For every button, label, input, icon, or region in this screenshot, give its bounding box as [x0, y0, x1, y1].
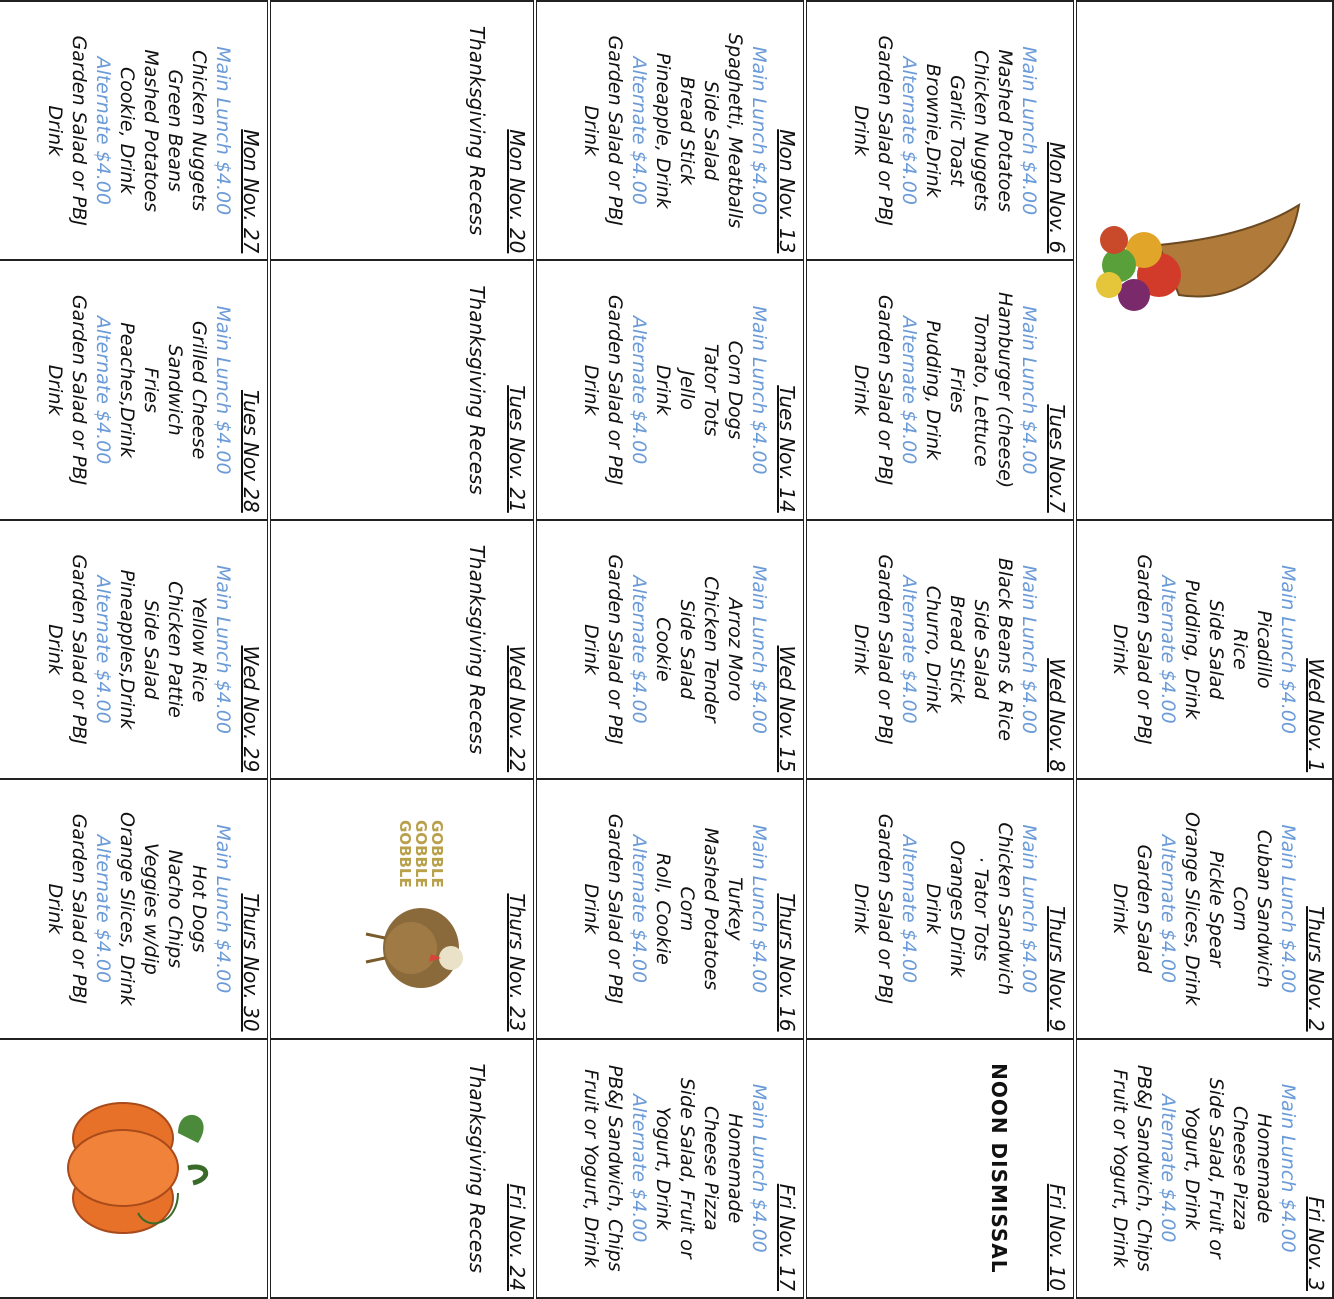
menu-lines [579, 521, 771, 778]
menu-line: PB&J Sandwich, Chips [604, 1064, 626, 1272]
recess-label: Thanksgiving Recess [465, 1063, 489, 1274]
menu-line: Black Beans & Rice [994, 557, 1016, 742]
menu-line: Alternate $4.00 [898, 575, 920, 724]
menu-lines [849, 780, 1041, 1037]
menu-line: Main Lunch $4.00 [1018, 824, 1040, 994]
menu-line: Garden Salad or PBJ [874, 35, 896, 226]
menu-line: PB&J Sandwich, Chips [1133, 1064, 1155, 1272]
menu-line: Alternate $4.00 [1157, 1094, 1179, 1243]
menu-line: Orange Slices, Drink [116, 811, 138, 1006]
day-cell [805, 1039, 1075, 1298]
menu-line: Main Lunch $4.00 [212, 824, 234, 994]
day-date: Fri Nov. 17 [775, 1183, 799, 1291]
menu-line: Tomato, Lettuce [970, 313, 992, 467]
day-date: Fri Nov. 10 [1045, 1183, 1069, 1291]
menu-line: Alternate $4.00 [92, 56, 114, 205]
pumpkin-cell [0, 1039, 269, 1298]
day-cell [1075, 779, 1333, 1038]
menu-line: Main Lunch $4.00 [1277, 824, 1299, 994]
menu-line: Side Salad [140, 599, 162, 700]
day-cell [535, 520, 805, 779]
menu-lines [43, 2, 235, 259]
menu-lines [579, 2, 771, 259]
day-cell [0, 520, 269, 779]
menu-line: Alternate $4.00 [628, 315, 650, 465]
menu-line: Main Lunch $4.00 [1018, 564, 1040, 734]
menu-line: Corn [676, 886, 698, 932]
menu-line: Jello [676, 370, 698, 410]
menu-line: Drink [44, 364, 66, 416]
week-row-2 [805, 1, 1075, 1298]
menu-line: Cuban Sandwich [1253, 829, 1275, 988]
menu-line: Corn Dogs [724, 340, 746, 440]
menu-line: Nacho Chips [164, 849, 186, 969]
day-date: Thurs Nov. 23 [505, 893, 529, 1032]
menu-line: Garden Salad or PBJ [604, 813, 626, 1005]
menu-line: Drink [580, 364, 602, 416]
week-row-3 [535, 1, 805, 1298]
day-cell [269, 1039, 535, 1298]
day-date: Tues Nov.7 [1045, 404, 1069, 513]
day-cell [805, 260, 1075, 519]
menu-line: Main Lunch $4.00 [1018, 46, 1040, 216]
menu-line: Side Salad [1205, 599, 1227, 700]
day-cell [535, 1, 805, 260]
day-date: Mon Nov. 20 [505, 129, 529, 254]
menu-line: Cookie, Drink [116, 67, 138, 195]
menu-line: Drink [850, 105, 872, 157]
menu-line: Spaghetti, Meatballs [724, 33, 746, 229]
menu-line: Side Salad, Fruit or [1205, 1077, 1227, 1259]
menu-line: Side Salad, Fruit or [676, 1077, 698, 1259]
menu-line: Drink [850, 624, 872, 675]
day-cell [269, 520, 535, 779]
gobble-line: GOBBLE [428, 820, 446, 888]
menu-line: Alternate $4.00 [1157, 575, 1179, 724]
day-date: Wed Nov. 22 [505, 645, 529, 773]
menu-line: Garden Salad or PBJ [874, 813, 896, 1005]
cornucopia-cell [1075, 1, 1333, 520]
cornucopia-icon [1077, 2, 1332, 519]
menu-line: Bread Stick [676, 76, 698, 185]
menu-line: Cookie [652, 617, 674, 682]
menu-line: Roll, Cookie [652, 852, 674, 965]
menu-line: Yellow Rice [188, 596, 210, 703]
menu-line: Main Lunch $4.00 [748, 564, 770, 734]
gobble-text [397, 820, 445, 888]
menu-line: Alternate $4.00 [1157, 834, 1179, 984]
menu-line: Garden Salad or PBJ [68, 294, 90, 486]
noon-dismissal-label: NOON DISMISSAL [987, 1063, 1011, 1274]
menu-line: Hot Dogs [188, 865, 210, 953]
menu-line: Garden Salad or PBJ [874, 294, 896, 486]
day-date: Thurs Nov. 30 [239, 893, 263, 1032]
menu-line: Main Lunch $4.00 [1018, 305, 1040, 475]
menu-line: Drink [1109, 624, 1131, 675]
day-date: Thurs Nov. 16 [775, 893, 799, 1032]
menu-line: Side Salad [970, 599, 992, 700]
menu-line: Picadillo [1253, 610, 1275, 689]
week-row-5 [0, 1, 269, 1298]
day-cell [0, 779, 269, 1038]
pumpkin-icon [0, 1040, 267, 1297]
menu-lines [1108, 521, 1300, 778]
day-date: Tues Nov 28 [239, 389, 263, 513]
menu-line: Drink [580, 624, 602, 675]
menu-line: Main Lunch $4.00 [212, 564, 234, 734]
menu-line: Garden Salad or PBJ [874, 554, 896, 745]
menu-line: Homemade [724, 1113, 746, 1224]
week-row-1 [1075, 1, 1333, 1298]
menu-line: Garlic Toast [946, 75, 968, 187]
day-cell [269, 779, 535, 1038]
menu-line: Pudding, Drink [922, 320, 944, 461]
menu-line: Fries [946, 367, 968, 413]
menu-line: Pineapples,Drink [116, 569, 138, 730]
day-date: Wed Nov. 29 [239, 645, 263, 773]
menu-lines [1108, 780, 1300, 1037]
recess-label: Thanksgiving Recess [465, 544, 489, 755]
day-cell [535, 260, 805, 519]
menu-line: Homemade [1253, 1113, 1275, 1224]
day-cell [805, 779, 1075, 1038]
menu-line: Rice [1229, 629, 1251, 670]
day-date: Mon Nov. 6 [1045, 142, 1069, 254]
menu-line: Drink [1109, 883, 1131, 935]
day-date: Thurs Nov. 2 [1304, 906, 1328, 1032]
menu-line: Pickle Spear [1205, 850, 1227, 968]
menu-line: Bread Stick [946, 595, 968, 704]
menu-line: · Tator Tots [970, 856, 992, 962]
menu-line: Cheese Pizza [700, 1105, 722, 1231]
recess-label: Thanksgiving Recess [465, 285, 489, 495]
menu-line: Arroz Moro [724, 597, 746, 702]
menu-line: Chicken Tender [700, 576, 722, 723]
menu-line: Main Lunch $4.00 [212, 305, 234, 475]
day-cell [0, 1, 269, 260]
menu-line: Mashed Potatoes [700, 827, 722, 991]
menu-line: Side Salad [676, 599, 698, 700]
menu-line: Alternate $4.00 [628, 834, 650, 984]
week-row-4 [269, 1, 535, 1298]
menu-line: Main Lunch $4.00 [1277, 1083, 1299, 1253]
day-date: Mon Nov. 13 [775, 129, 799, 254]
menu-line: Garden Salad or PBJ [604, 554, 626, 745]
menu-line: Veggies w/dip [140, 842, 162, 975]
menu-line: Garden Salad or PBJ [68, 35, 90, 226]
day-date: Tues Nov. 21 [505, 385, 529, 513]
menu-line: Tator Tots [700, 343, 722, 437]
menu-line: Alternate $4.00 [92, 834, 114, 984]
menu-line: Yogurt, Drink [652, 1106, 674, 1230]
menu-line: Alternate $4.00 [898, 56, 920, 205]
day-date: Mon Nov. 27 [239, 129, 263, 254]
menu-line: Alternate $4.00 [898, 315, 920, 465]
gobble-line: GOBBLE [396, 820, 414, 888]
menu-line: Drink [850, 883, 872, 935]
menu-line: Alternate $4.00 [92, 575, 114, 724]
day-cell [1075, 1039, 1333, 1298]
menu-lines [849, 521, 1041, 778]
menu-line: Drink [580, 883, 602, 935]
menu-lines [579, 780, 771, 1037]
menu-line: Chicken Sandwich [994, 822, 1016, 996]
day-cell [535, 1039, 805, 1298]
day-cell [0, 260, 269, 519]
menu-line: Pudding, Drink [1181, 579, 1203, 720]
menu-line: Chicken Nuggets [188, 50, 210, 212]
day-date: Wed Nov. 8 [1045, 658, 1069, 773]
menu-line: Orange Slices, Drink [1181, 811, 1203, 1006]
menu-lines [1108, 1040, 1300, 1297]
menu-line: Drink [850, 364, 872, 416]
menu-line: Fruit or Yogurt, Drink [580, 1069, 602, 1268]
menu-line: Garden Salad [1133, 844, 1155, 974]
menu-line: Main Lunch $4.00 [748, 824, 770, 994]
menu-line: Drink [44, 883, 66, 935]
menu-line: Drink [44, 624, 66, 675]
menu-lines [43, 261, 235, 518]
menu-line: Alternate $4.00 [628, 575, 650, 724]
menu-line: Alternate $4.00 [628, 56, 650, 205]
day-date: Thurs Nov. 9 [1045, 906, 1069, 1032]
menu-line: Main Lunch $4.00 [748, 46, 770, 216]
menu-line: Mashed Potatoes [140, 49, 162, 212]
day-date: Fri Nov. 24 [505, 1183, 529, 1291]
menu-line: Brownie,Drink [922, 63, 944, 198]
menu-line: Pineapple, Drink [652, 52, 674, 209]
menu-line: Chicken Nuggets [970, 50, 992, 212]
day-date: Fri Nov. 3 [1304, 1196, 1328, 1291]
menu-line: Sandwich [164, 344, 186, 436]
menu-lines [849, 2, 1041, 259]
menu-line: Chicken Pattie [164, 581, 186, 718]
menu-line: Main Lunch $4.00 [748, 305, 770, 475]
menu-line: Alternate $4.00 [898, 834, 920, 984]
menu-line: Garden Salad or PBJ [1133, 554, 1155, 745]
menu-line: Garden Salad or PBJ [68, 554, 90, 745]
day-date: Tues Nov. 14 [775, 385, 799, 513]
menu-line: Fruit or Yogurt, Drink [1109, 1069, 1131, 1268]
menu-line: Main Lunch $4.00 [748, 1083, 770, 1253]
menu-line: Garden Salad or PBJ [604, 294, 626, 486]
menu-line: Mashed Potatoes [994, 49, 1016, 212]
turkey-icon [361, 898, 481, 998]
menu-line: Drink [652, 364, 674, 416]
menu-lines [579, 1040, 771, 1297]
menu-line: Cheese Pizza [1229, 1105, 1251, 1231]
day-cell [535, 779, 805, 1038]
menu-line: Drink [922, 883, 944, 935]
day-cell [269, 260, 535, 519]
menu-line: Grilled Cheese [188, 320, 210, 460]
menu-line: Drink [44, 105, 66, 157]
recess-label: Thanksgiving Recess [465, 25, 489, 236]
day-date: Wed Nov. 1 [1304, 658, 1328, 773]
menu-line: Oranges Drink [946, 840, 968, 978]
menu-line: Corn [1229, 886, 1251, 932]
day-cell [805, 520, 1075, 779]
menu-line: Turkey [724, 877, 746, 941]
menu-line: Green Beans [164, 69, 186, 192]
menu-lines [43, 521, 235, 778]
menu-line: Hamburger (cheese) [994, 291, 1016, 489]
menu-lines [43, 780, 235, 1037]
day-cell [805, 1, 1075, 260]
menu-line: Yogurt, Drink [1181, 1106, 1203, 1230]
day-cell [269, 1, 535, 260]
menu-line: Garden Salad or PBJ [604, 35, 626, 226]
day-date: Wed Nov. 15 [775, 645, 799, 773]
menu-line: Drink [580, 105, 602, 157]
menu-line: Garden Salad or PBJ [68, 813, 90, 1005]
menu-line: Main Lunch $4.00 [1277, 564, 1299, 734]
turkey-graphic [361, 780, 501, 1037]
menu-line: Peaches,Drink [116, 322, 138, 458]
menu-lines [849, 261, 1041, 518]
menu-line: Alternate $4.00 [628, 1094, 650, 1243]
menu-line: Alternate $4.00 [92, 315, 114, 465]
menu-line: Side Salad [700, 80, 722, 181]
menu-lines [579, 261, 771, 518]
menu-line: Fries [140, 367, 162, 413]
gobble-line: GOBBLE [412, 820, 430, 888]
menu-line: Main Lunch $4.00 [212, 46, 234, 216]
day-cell [1075, 520, 1333, 779]
menu-line: Churro, Drink [922, 585, 944, 714]
